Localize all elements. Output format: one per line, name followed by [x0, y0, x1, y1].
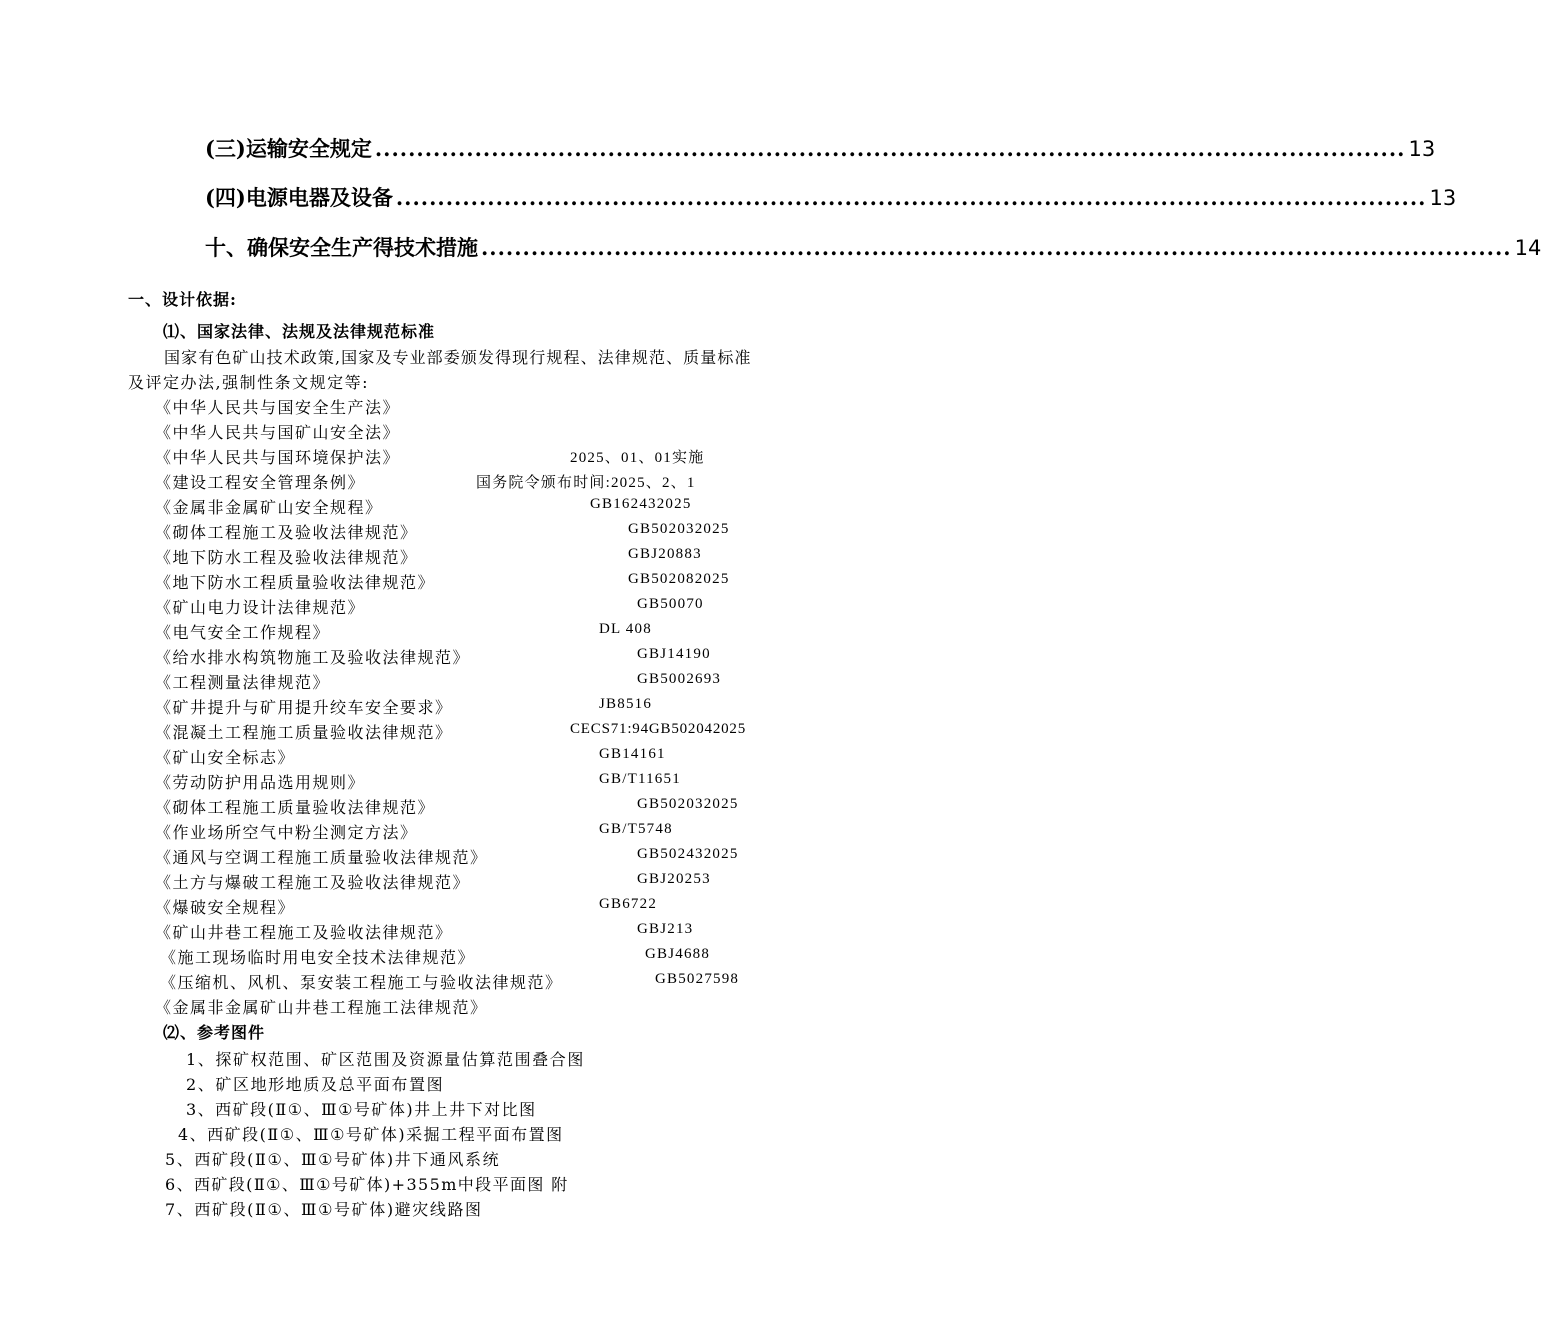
standard-code: 国务院令颁布时间:2025、2、1 [476, 475, 696, 491]
intro-paragraph-line: 及评定办法,强制性条文规定等: [128, 373, 369, 392]
section-heading: 一、设计依据: [128, 290, 237, 309]
standard-name: 《混凝土工程施工质量验收法律规范》 [155, 723, 453, 742]
standard-name: 《砌体工程施工及验收法律规范》 [155, 523, 418, 542]
toc-entry[interactable] [205, 183, 1457, 213]
standard-name: 《爆破安全规程》 [155, 898, 296, 917]
list-item: 7、西矿段(Ⅱ①、Ⅲ①号矿体)避灾线路图 [165, 1200, 483, 1219]
standard-code: 2025、01、01实施 [570, 450, 705, 466]
standard-name: 《矿山电力设计法律规范》 [155, 598, 366, 617]
standard-code: GB6722 [599, 896, 658, 912]
standard-code: GB/T11651 [599, 771, 681, 787]
standard-code: GBJ213 [637, 921, 694, 937]
standard-code: GB50070 [637, 596, 704, 612]
standard-name: 《地下防水工程质量验收法律规范》 [155, 573, 436, 592]
standard-code: GB5027598 [655, 971, 740, 987]
toc-leader-dots: ............................................................................................................................ [395, 185, 1427, 210]
standard-name: 《砌体工程施工质量验收法律规范》 [155, 798, 436, 817]
standard-name: 《电气安全工作规程》 [155, 623, 331, 642]
intro-paragraph-line: 国家有色矿山技术政策,国家及专业部委颁发得现行规程、法律规范、质量标准 [164, 348, 752, 367]
list-item: 3、西矿段(Ⅱ①、Ⅲ①号矿体)井上井下对比图 [186, 1100, 537, 1119]
standard-name: 《中华人民共与国环境保护法》 [155, 448, 401, 467]
standard-name: 《作业场所空气中粉尘测定方法》 [155, 823, 418, 842]
toc-entry-page: 13 [1408, 137, 1436, 161]
standard-code: GBJ14190 [637, 646, 711, 662]
standard-name: 《工程测量法律规范》 [155, 673, 331, 692]
standard-code: GB502432025 [637, 846, 739, 862]
toc-leader-dots: ............................................................................................................................ [481, 235, 1512, 260]
standard-code: JB8516 [599, 696, 653, 712]
toc-entry-page: 13 [1429, 186, 1457, 210]
standard-code: GBJ20883 [628, 546, 702, 562]
standard-code: GB502082025 [628, 571, 730, 587]
standard-code: GB162432025 [590, 496, 692, 512]
toc-entry[interactable] [205, 134, 1436, 164]
standard-name: 《建设工程安全管理条例》 [155, 473, 366, 492]
standard-name: 《矿山井巷工程施工及验收法律规范》 [155, 923, 453, 942]
standard-code: GB/T5748 [599, 821, 673, 837]
subsection-heading: ⑴、国家法律、法规及法律规范标准 [163, 322, 436, 341]
toc-entry-title: 十、确保安全生产得技术措施 [205, 235, 478, 260]
toc-entry-title: (三)运输安全规定 [205, 136, 372, 161]
toc-entry-page: 14 [1514, 236, 1541, 260]
toc-entry-title: (四)电源电器及设备 [205, 185, 393, 210]
standard-name: 《给水排水构筑物施工及验收法律规范》 [155, 648, 471, 667]
subsection-heading: ⑵、参考图件 [163, 1023, 266, 1042]
standard-code: GB502032025 [637, 796, 739, 812]
list-item: 4、西矿段(Ⅱ①、Ⅲ①号矿体)采掘工程平面布置图 [178, 1125, 564, 1144]
standard-name: 《地下防水工程及验收法律规范》 [155, 548, 418, 567]
standard-name: 《中华人民共与国安全生产法》 [155, 398, 401, 417]
standard-code: CECS71:94GB502042025 [570, 721, 747, 737]
standard-name: 《通风与空调工程施工质量验收法律规范》 [155, 848, 488, 867]
standard-name: 《矿山安全标志》 [155, 748, 296, 767]
standard-name: 《劳动防护用品选用规则》 [155, 773, 366, 792]
standard-name: 《施工现场临时用电安全技术法律规范》 [160, 948, 476, 967]
standard-code: GB14161 [599, 746, 666, 762]
standard-code: GB502032025 [628, 521, 730, 537]
list-item: 1、探矿权范围、矿区范围及资源量估算范围叠合图 [186, 1050, 585, 1069]
toc-leader-dots: ............................................................................................................................ [374, 136, 1406, 161]
list-item: 6、西矿段(Ⅱ①、Ⅲ①号矿体)+355m中段平面图 附 [165, 1175, 569, 1194]
standard-name: 《金属非金属矿山安全规程》 [155, 498, 383, 517]
standard-name: 《压缩机、风机、泵安装工程施工与验收法律规范》 [160, 973, 563, 992]
standard-code: GBJ20253 [637, 871, 711, 887]
toc-entry[interactable] [205, 233, 1541, 263]
standard-name: 《中华人民共与国矿山安全法》 [155, 423, 401, 442]
standard-code: DL 408 [599, 621, 652, 637]
standard-name: 《矿井提升与矿用提升绞车安全要求》 [155, 698, 453, 717]
list-item: 5、西矿段(Ⅱ①、Ⅲ①号矿体)井下通风系统 [165, 1150, 501, 1169]
standard-name: 《金属非金属矿山井巷工程施工法律规范》 [155, 998, 488, 1017]
standard-code: GB5002693 [637, 671, 722, 687]
standard-name: 《土方与爆破工程施工及验收法律规范》 [155, 873, 471, 892]
standard-code: GBJ4688 [645, 946, 711, 962]
list-item: 2、矿区地形地质及总平面布置图 [186, 1075, 445, 1094]
